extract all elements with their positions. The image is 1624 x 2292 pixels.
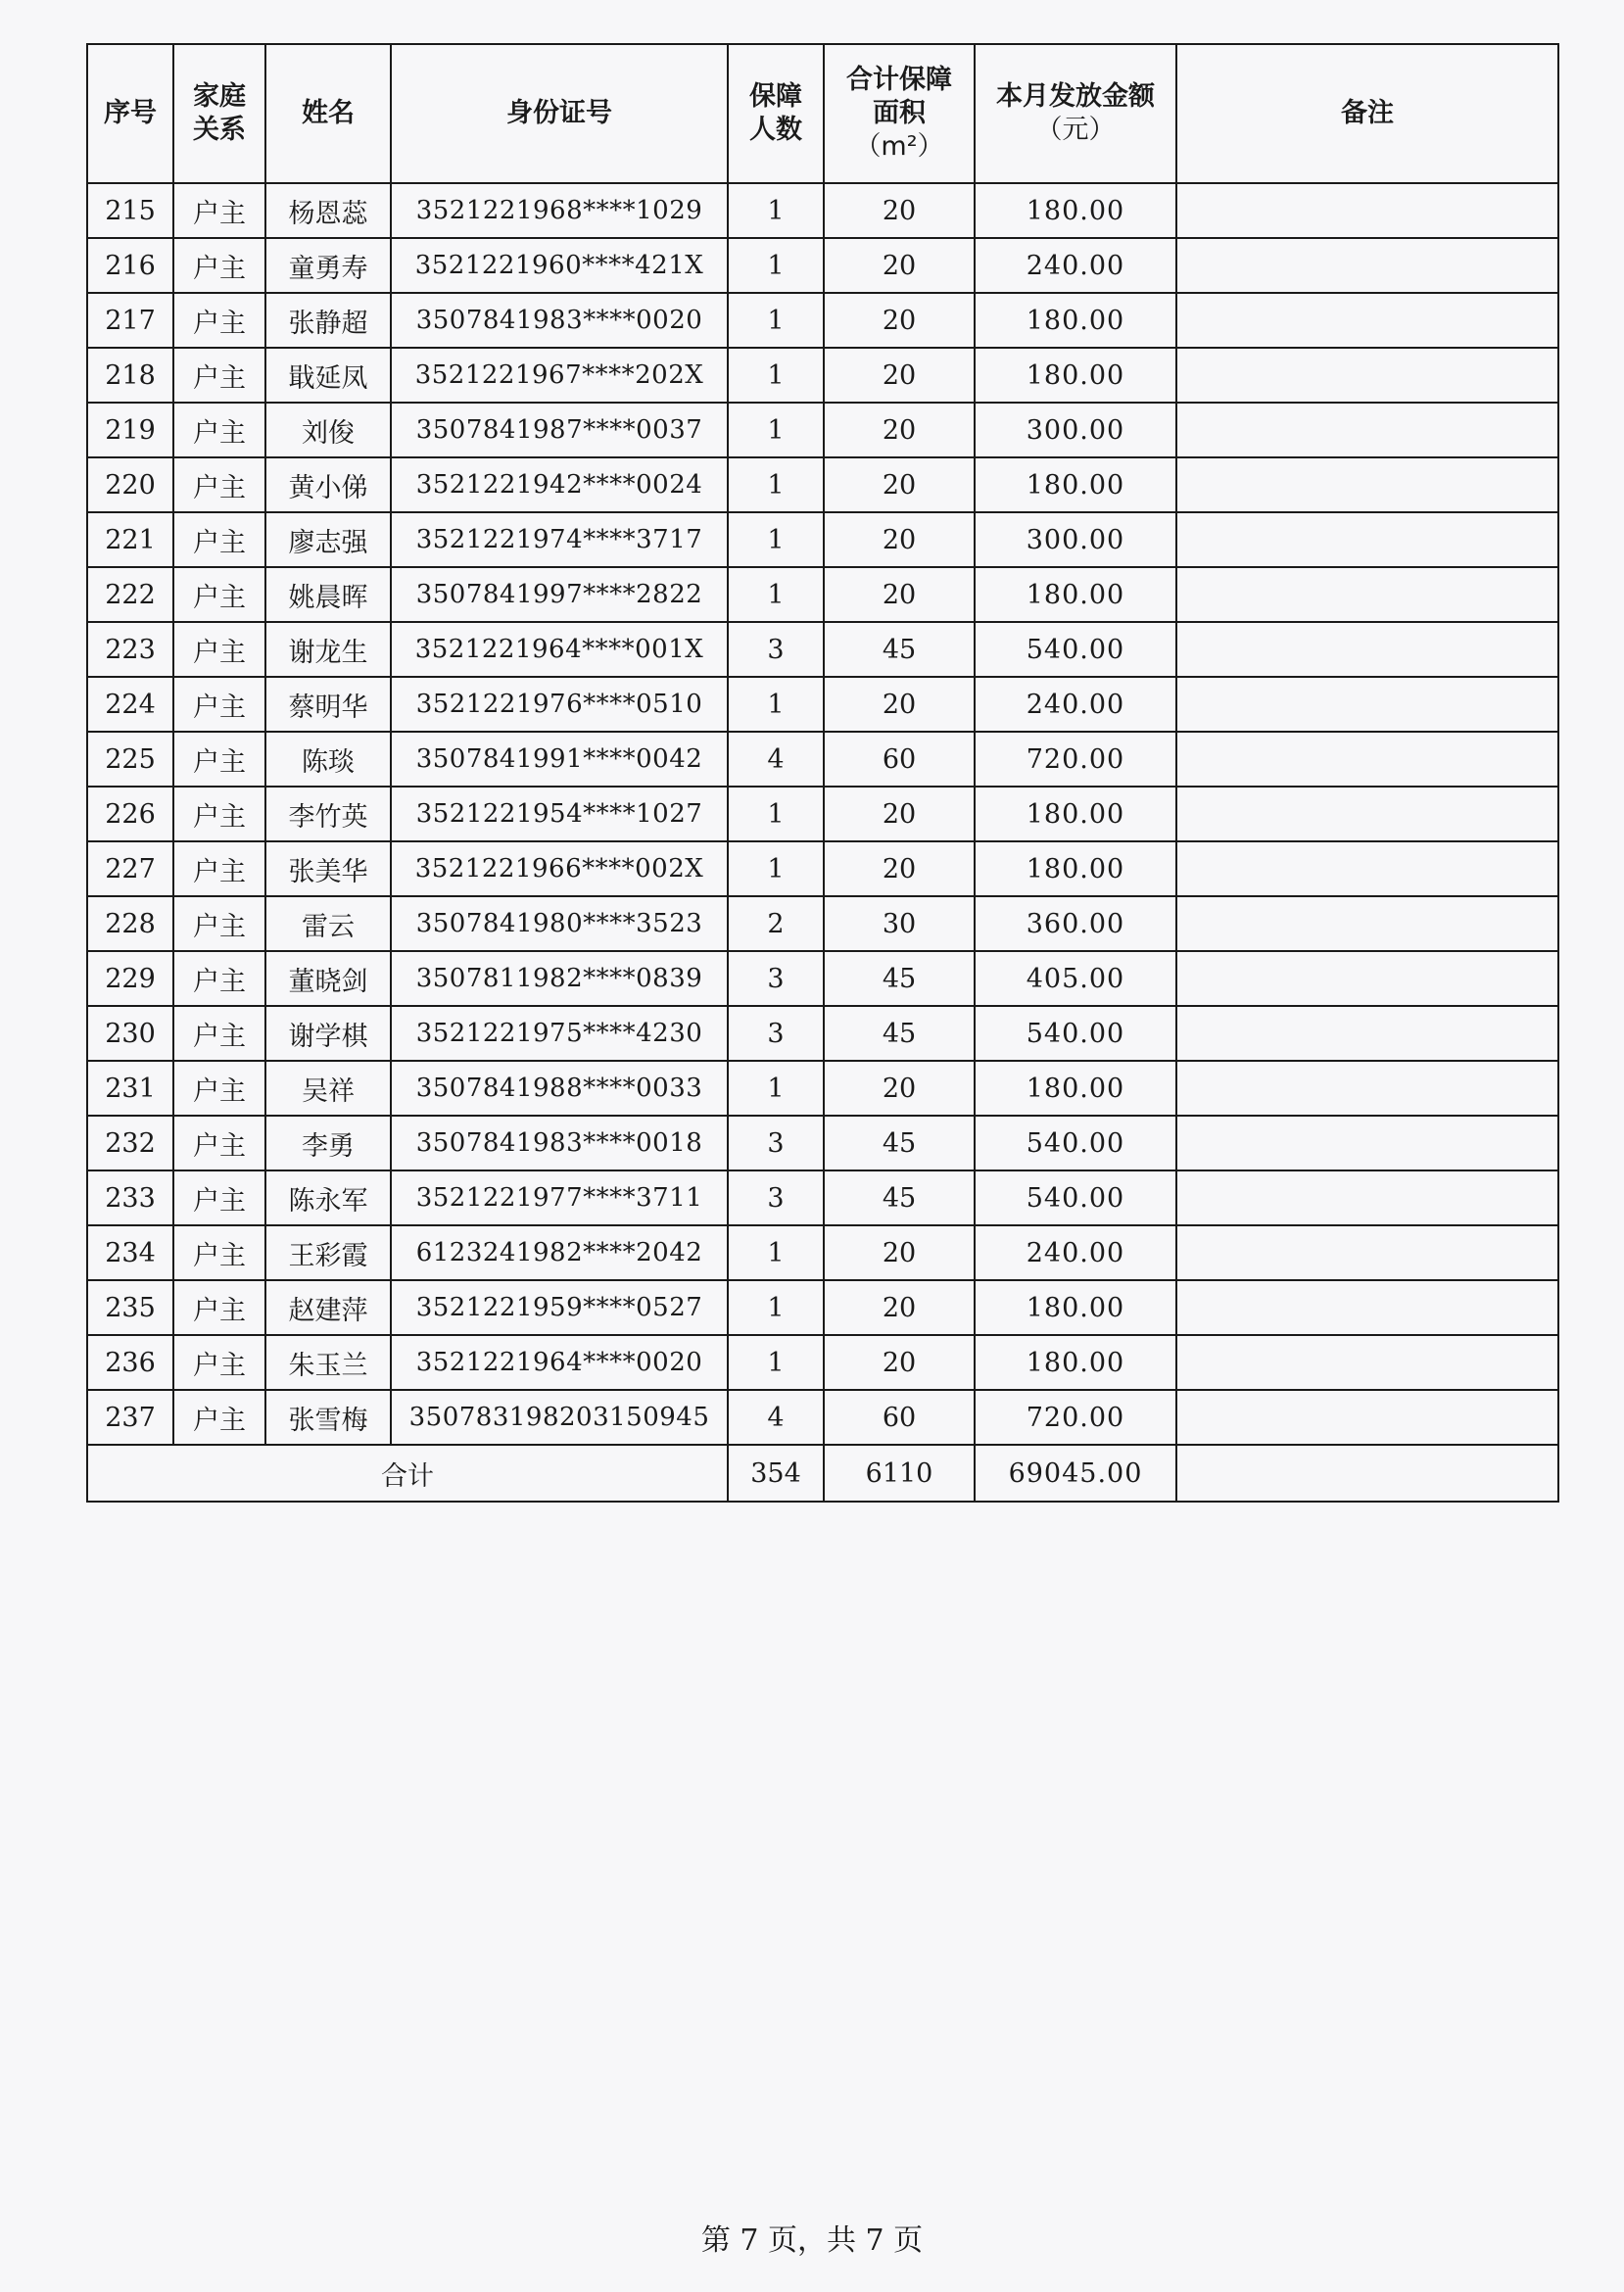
- cell-relation: 户主: [173, 841, 265, 896]
- cell-id-number: 3507841983****0018: [391, 1116, 728, 1170]
- cell-area: 20: [824, 183, 975, 238]
- cell-seq: 226: [87, 787, 173, 841]
- cell-remark: [1176, 896, 1558, 951]
- cell-persons: 3: [728, 1116, 824, 1170]
- header-row: [87, 44, 1558, 183]
- cell-id-number: 3507841980****3523: [391, 896, 728, 951]
- cell-name: 赵建萍: [265, 1280, 391, 1335]
- cell-id-number: 3521221976****0510: [391, 677, 728, 732]
- cell-name: 朱玉兰: [265, 1335, 391, 1390]
- cell-relation: 户主: [173, 1116, 265, 1170]
- cell-id-number: 3521221964****001X: [391, 622, 728, 677]
- cell-id-number: 3521221974****3717: [391, 512, 728, 567]
- cell-seq: 232: [87, 1116, 173, 1170]
- cell-name: 张静超: [265, 293, 391, 348]
- cell-relation: 户主: [173, 183, 265, 238]
- total-row: [87, 1445, 1558, 1502]
- cell-amount: 540.00: [975, 1006, 1176, 1061]
- cell-id-number: 3507811982****0839: [391, 951, 728, 1006]
- header-name: 姓名: [265, 44, 391, 183]
- cell-relation: 户主: [173, 238, 265, 293]
- cell-relation: 户主: [173, 1335, 265, 1390]
- cell-name: 张雪梅: [265, 1390, 391, 1445]
- header-relation: 家庭 关系: [173, 44, 265, 183]
- total-remark: [1176, 1445, 1558, 1502]
- table-row: [87, 183, 1558, 238]
- cell-persons: 1: [728, 1335, 824, 1390]
- cell-area: 20: [824, 1335, 975, 1390]
- table-row: [87, 1225, 1558, 1280]
- cell-name: 刘俊: [265, 403, 391, 457]
- cell-seq: 220: [87, 457, 173, 512]
- cell-name: 蔡明华: [265, 677, 391, 732]
- cell-amount: 180.00: [975, 567, 1176, 622]
- cell-area: 45: [824, 1006, 975, 1061]
- page-number: 第 7 页，共 7 页: [700, 2223, 924, 2258]
- cell-remark: [1176, 787, 1558, 841]
- table-row: [87, 896, 1558, 951]
- cell-amount: 405.00: [975, 951, 1176, 1006]
- cell-amount: 240.00: [975, 1225, 1176, 1280]
- cell-seq: 231: [87, 1061, 173, 1116]
- cell-seq: 227: [87, 841, 173, 896]
- cell-id-number: 3521221954****1027: [391, 787, 728, 841]
- cell-seq: 229: [87, 951, 173, 1006]
- cell-remark: [1176, 677, 1558, 732]
- cell-name: 杨恩蕊: [265, 183, 391, 238]
- cell-id-number: 3507841988****0033: [391, 1061, 728, 1116]
- cell-id-number: 3521221967****202X: [391, 348, 728, 403]
- cell-persons: 4: [728, 732, 824, 787]
- cell-remark: [1176, 1225, 1558, 1280]
- cell-amount: 240.00: [975, 238, 1176, 293]
- table-row: [87, 1280, 1558, 1335]
- cell-relation: 户主: [173, 1170, 265, 1225]
- cell-name: 戢延凤: [265, 348, 391, 403]
- cell-seq: 235: [87, 1280, 173, 1335]
- cell-amount: 540.00: [975, 1116, 1176, 1170]
- cell-area: 45: [824, 1116, 975, 1170]
- cell-area: 20: [824, 512, 975, 567]
- cell-name: 李竹英: [265, 787, 391, 841]
- cell-name: 黄小俤: [265, 457, 391, 512]
- cell-relation: 户主: [173, 1280, 265, 1335]
- cell-area: 20: [824, 787, 975, 841]
- cell-seq: 225: [87, 732, 173, 787]
- table-row: [87, 951, 1558, 1006]
- table-row: [87, 1335, 1558, 1390]
- cell-id-number: 3521221966****002X: [391, 841, 728, 896]
- cell-area: 20: [824, 567, 975, 622]
- cell-area: 20: [824, 348, 975, 403]
- cell-relation: 户主: [173, 1390, 265, 1445]
- cell-remark: [1176, 1061, 1558, 1116]
- cell-amount: 720.00: [975, 1390, 1176, 1445]
- table-row: [87, 512, 1558, 567]
- cell-amount: 180.00: [975, 1280, 1176, 1335]
- cell-seq: 217: [87, 293, 173, 348]
- cell-area: 45: [824, 951, 975, 1006]
- cell-seq: 221: [87, 512, 173, 567]
- total-amount: 69045.00: [975, 1445, 1176, 1502]
- cell-area: 20: [824, 403, 975, 457]
- cell-amount: 720.00: [975, 732, 1176, 787]
- header-seq: 序号: [87, 44, 173, 183]
- cell-area: 20: [824, 1225, 975, 1280]
- cell-persons: 3: [728, 1170, 824, 1225]
- cell-id-number: 3521221959****0527: [391, 1280, 728, 1335]
- cell-id-number: 350783198203150945: [391, 1390, 728, 1445]
- cell-remark: [1176, 183, 1558, 238]
- table-row: [87, 1170, 1558, 1225]
- header-persons: 保障 人数: [728, 44, 824, 183]
- cell-amount: 180.00: [975, 787, 1176, 841]
- cell-area: 45: [824, 622, 975, 677]
- cell-remark: [1176, 567, 1558, 622]
- cell-persons: 1: [728, 293, 824, 348]
- cell-amount: 300.00: [975, 512, 1176, 567]
- cell-persons: 1: [728, 1225, 824, 1280]
- cell-remark: [1176, 841, 1558, 896]
- cell-relation: 户主: [173, 732, 265, 787]
- cell-remark: [1176, 403, 1558, 457]
- cell-name: 姚晨晖: [265, 567, 391, 622]
- cell-remark: [1176, 293, 1558, 348]
- cell-amount: 180.00: [975, 348, 1176, 403]
- cell-amount: 240.00: [975, 677, 1176, 732]
- cell-id-number: 3521221942****0024: [391, 457, 728, 512]
- cell-amount: 360.00: [975, 896, 1176, 951]
- cell-persons: 3: [728, 1006, 824, 1061]
- cell-id-number: 3507841991****0042: [391, 732, 728, 787]
- cell-amount: 180.00: [975, 841, 1176, 896]
- table-row: [87, 732, 1558, 787]
- total-persons: 354: [728, 1445, 824, 1502]
- cell-amount: 540.00: [975, 622, 1176, 677]
- cell-area: 20: [824, 1061, 975, 1116]
- table-row: [87, 457, 1558, 512]
- cell-name: 廖志强: [265, 512, 391, 567]
- table-row: [87, 238, 1558, 293]
- cell-id-number: 3507841987****0037: [391, 403, 728, 457]
- cell-area: 30: [824, 896, 975, 951]
- cell-relation: 户主: [173, 512, 265, 567]
- cell-persons: 1: [728, 567, 824, 622]
- total-label: 合计: [87, 1445, 728, 1502]
- cell-relation: 户主: [173, 348, 265, 403]
- table-row: [87, 677, 1558, 732]
- cell-id-number: 3507841997****2822: [391, 567, 728, 622]
- cell-relation: 户主: [173, 1006, 265, 1061]
- cell-remark: [1176, 1116, 1558, 1170]
- table-row: [87, 622, 1558, 677]
- cell-relation: 户主: [173, 951, 265, 1006]
- cell-seq: 219: [87, 403, 173, 457]
- header-id-number: 身份证号: [391, 44, 728, 183]
- cell-area: 20: [824, 1280, 975, 1335]
- cell-relation: 户主: [173, 293, 265, 348]
- cell-seq: 216: [87, 238, 173, 293]
- cell-persons: 3: [728, 951, 824, 1006]
- cell-id-number: 3521221975****4230: [391, 1006, 728, 1061]
- cell-name: 童勇寿: [265, 238, 391, 293]
- cell-amount: 180.00: [975, 1061, 1176, 1116]
- cell-id-number: 6123241982****2042: [391, 1225, 728, 1280]
- cell-seq: 223: [87, 622, 173, 677]
- cell-seq: 234: [87, 1225, 173, 1280]
- cell-persons: 1: [728, 238, 824, 293]
- table-row: [87, 348, 1558, 403]
- cell-persons: 1: [728, 348, 824, 403]
- cell-amount: 180.00: [975, 1335, 1176, 1390]
- cell-persons: 1: [728, 787, 824, 841]
- cell-id-number: 3521221960****421X: [391, 238, 728, 293]
- cell-seq: 228: [87, 896, 173, 951]
- cell-name: 吴祥: [265, 1061, 391, 1116]
- cell-persons: 1: [728, 403, 824, 457]
- table-row: [87, 1390, 1558, 1445]
- cell-amount: 180.00: [975, 293, 1176, 348]
- cell-remark: [1176, 1280, 1558, 1335]
- cell-seq: 233: [87, 1170, 173, 1225]
- table-row: [87, 841, 1558, 896]
- cell-remark: [1176, 732, 1558, 787]
- table-row: [87, 1061, 1558, 1116]
- cell-name: 陈琰: [265, 732, 391, 787]
- cell-area: 20: [824, 457, 975, 512]
- cell-area: 60: [824, 1390, 975, 1445]
- cell-remark: [1176, 512, 1558, 567]
- cell-name: 陈永军: [265, 1170, 391, 1225]
- header-area: 合计保障 面积 （m²）: [824, 44, 975, 183]
- cell-area: 60: [824, 732, 975, 787]
- cell-relation: 户主: [173, 1061, 265, 1116]
- cell-relation: 户主: [173, 457, 265, 512]
- cell-name: 王彩霞: [265, 1225, 391, 1280]
- cell-area: 45: [824, 1170, 975, 1225]
- cell-area: 20: [824, 677, 975, 732]
- cell-persons: 1: [728, 1061, 824, 1116]
- cell-seq: 230: [87, 1006, 173, 1061]
- cell-remark: [1176, 238, 1558, 293]
- cell-seq: 215: [87, 183, 173, 238]
- cell-seq: 236: [87, 1335, 173, 1390]
- cell-id-number: 3521221964****0020: [391, 1335, 728, 1390]
- header-amount: 本月发放金额 （元）: [975, 44, 1176, 183]
- cell-amount: 300.00: [975, 403, 1176, 457]
- cell-persons: 1: [728, 1280, 824, 1335]
- cell-persons: 4: [728, 1390, 824, 1445]
- cell-name: 董晓剑: [265, 951, 391, 1006]
- cell-remark: [1176, 348, 1558, 403]
- cell-remark: [1176, 622, 1558, 677]
- table-row: [87, 293, 1558, 348]
- cell-remark: [1176, 1390, 1558, 1445]
- cell-persons: 1: [728, 512, 824, 567]
- table-body: [87, 183, 1558, 1502]
- cell-seq: 222: [87, 567, 173, 622]
- cell-seq: 237: [87, 1390, 173, 1445]
- cell-amount: 180.00: [975, 457, 1176, 512]
- cell-remark: [1176, 1170, 1558, 1225]
- cell-name: 谢学棋: [265, 1006, 391, 1061]
- cell-name: 谢龙生: [265, 622, 391, 677]
- cell-seq: 218: [87, 348, 173, 403]
- cell-persons: 3: [728, 622, 824, 677]
- header-remark: 备注: [1176, 44, 1558, 183]
- cell-persons: 1: [728, 457, 824, 512]
- cell-persons: 1: [728, 183, 824, 238]
- cell-remark: [1176, 1006, 1558, 1061]
- table-row: [87, 1116, 1558, 1170]
- allowance-table: [86, 43, 1559, 1503]
- cell-amount: 180.00: [975, 183, 1176, 238]
- cell-name: 张美华: [265, 841, 391, 896]
- cell-persons: 1: [728, 677, 824, 732]
- cell-relation: 户主: [173, 677, 265, 732]
- table-row: [87, 567, 1558, 622]
- cell-id-number: 3521221977****3711: [391, 1170, 728, 1225]
- cell-remark: [1176, 951, 1558, 1006]
- cell-name: 李勇: [265, 1116, 391, 1170]
- cell-relation: 户主: [173, 622, 265, 677]
- cell-relation: 户主: [173, 567, 265, 622]
- cell-remark: [1176, 1335, 1558, 1390]
- cell-seq: 224: [87, 677, 173, 732]
- cell-persons: 1: [728, 841, 824, 896]
- table-row: [87, 1006, 1558, 1061]
- allowance-table-sheet: [86, 43, 1557, 1503]
- cell-id-number: 3521221968****1029: [391, 183, 728, 238]
- cell-relation: 户主: [173, 403, 265, 457]
- cell-area: 20: [824, 238, 975, 293]
- cell-persons: 2: [728, 896, 824, 951]
- total-area: 6110: [824, 1445, 975, 1502]
- cell-area: 20: [824, 841, 975, 896]
- table-row: [87, 787, 1558, 841]
- cell-amount: 540.00: [975, 1170, 1176, 1225]
- table-row: [87, 403, 1558, 457]
- cell-remark: [1176, 457, 1558, 512]
- cell-relation: 户主: [173, 896, 265, 951]
- cell-area: 20: [824, 293, 975, 348]
- cell-relation: 户主: [173, 787, 265, 841]
- cell-name: 雷云: [265, 896, 391, 951]
- cell-id-number: 3507841983****0020: [391, 293, 728, 348]
- cell-relation: 户主: [173, 1225, 265, 1280]
